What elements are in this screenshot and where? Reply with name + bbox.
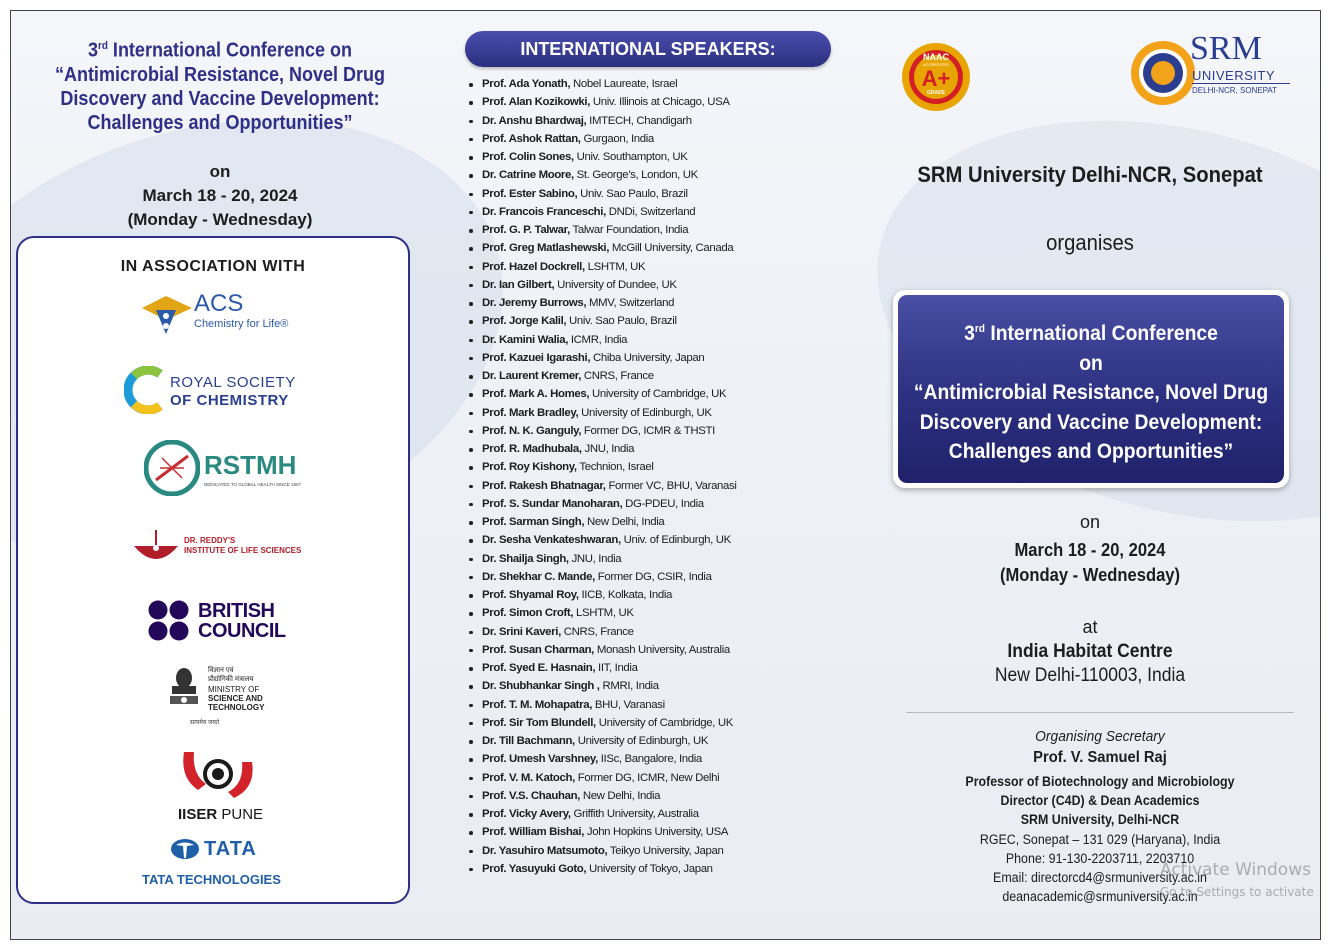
speaker-affiliation: IISc, Bangalore, India [597,753,702,766]
speaker-affiliation: University of Edinburgh, UK [578,406,712,419]
speaker-affiliation: Univ. Sao Paulo, Brazil [566,315,677,328]
speaker-name: Dr. Yasuhiro Matsumoto, [482,844,608,857]
speaker-name: Prof. Rakesh Bhatnagar, [482,479,606,492]
speaker-item [468,677,868,695]
speaker-name: Prof. Mark A. Homes, [482,388,590,401]
acs-eagle-icon [136,288,198,340]
secretary-role: Director (C4D) & Dean Academics [1000,793,1200,808]
speaker-item [468,586,868,604]
speaker-item [468,513,868,531]
organiser-name: SRM University Delhi-NCR, Sonepat [917,162,1263,187]
british-council-dots-icon [148,600,190,642]
speaker-item [468,860,868,878]
speaker-affiliation: St. George’s, London, UK [573,169,698,182]
speaker-affiliation: John Hopkins University, USA [584,826,729,839]
activate-windows-hint[interactable]: Go to Settings to activate [1160,885,1314,899]
speaker-affiliation: Teikyo University, Japan [607,844,724,857]
speaker-affiliation: McGill University, Canada [609,242,734,255]
speaker-affiliation: ICMR, India [568,333,628,346]
speaker-item [468,531,868,549]
speaker-affiliation: University of Cambridge, UK [589,388,727,401]
speaker-affiliation: New Delhi, India [580,789,661,802]
ashoka-emblem-icon [166,666,202,716]
speaker-affiliation: Monash University, Australia [594,643,730,656]
speaker-name: Dr. Catrine Moore, [482,169,574,182]
speaker-affiliation: Nobel Laureate, Israel [570,78,678,90]
speaker-affiliation: MMV, Switzerland [586,297,675,309]
speaker-name: Prof. T. M. Mohapatra, [482,698,593,711]
speaker-name: Prof. Jorge Kalil, [482,315,567,328]
speakers-list [468,75,868,878]
speaker-name: Dr. Till Bachmann, [482,735,575,747]
speaker-item [468,495,868,513]
rsc-c-icon [124,366,168,414]
organises-label: organises [1046,230,1134,255]
speaker-name: Prof. Vicky Avery, [482,808,571,820]
speaker-item [468,458,868,476]
conference-title-card: 3rd International Conference on “Antimicrobial Resistance, Novel Drug Discovery and Vaccine Development: Challenges and Opportunities” [893,290,1289,488]
speaker-item [468,367,868,385]
speaker-affiliation: Former DG, ICMR & THSTI [581,424,715,437]
speaker-affiliation: LSHTM, UK [573,607,634,620]
speaker-name: Prof. R. Madhubala, [482,443,582,455]
speaker-item [468,75,868,93]
speaker-item [468,659,868,677]
speaker-item [468,641,868,659]
acs-logo: ACS Chemistry for Life® [136,288,336,340]
speaker-item [468,276,868,294]
drreddys-emblem-icon [128,528,184,568]
secretary-email-link[interactable]: deanacademic@srmuniversity.ac.in [1002,889,1198,904]
speaker-name: Prof. Mark Bradley, [482,406,579,419]
speaker-affiliation: Former DG, ICMR, New Delhi [574,771,720,784]
speaker-item [468,239,868,257]
secretary-email-link[interactable]: Email: directorcd4@srmuniversity.ac.in [993,870,1207,885]
speaker-item [468,148,868,166]
speaker-item [468,294,868,312]
speaker-item [468,477,868,495]
secretary-name: Prof. V. Samuel Raj [1033,749,1167,766]
secretary-title: Organising Secretary [1035,728,1165,745]
speaker-name: Dr. Jeremy Burrows, [482,297,587,309]
speaker-item [468,787,868,805]
secretary-address: RGEC, Sonepat – 131 029 (Haryana), India [979,832,1221,847]
speaker-name: Dr. Francois Franceschi, [482,205,606,218]
speaker-item [468,385,868,403]
left-conference-dates: on March 18 - 20, 2024 (Monday - Wednesday) [127,162,313,229]
speaker-name: Prof. Ester Sabino, [482,187,578,200]
speaker-name: Dr. Sesha Venkateshwaran, [482,534,621,547]
speaker-item [468,349,868,367]
speaker-name: Prof. Alan Kozikowki, [482,96,591,109]
speaker-item [468,312,868,330]
speaker-affiliation: Technion, Israel [576,461,654,474]
speaker-item [468,422,868,440]
speaker-name: Prof. Yasuyuki Goto, [482,862,587,875]
secretary-phone: Phone: 91-130-2203711, 2203710 [1005,851,1195,866]
speaker-name: Dr. Shubhankar Singh , [482,680,600,693]
speaker-item [468,805,868,823]
speakers-heading: INTERNATIONAL SPEAKERS: [465,31,831,67]
venue-city: New Delhi-110003, India [994,665,1186,686]
speaker-affiliation: University of Dundee, UK [554,278,677,291]
speaker-name: Dr. Ian Gilbert, [482,278,555,291]
naac-badge: NAAC ACCREDITED A+ GRADE [898,40,974,114]
speaker-name: Prof. V.S. Chauhan, [482,789,580,802]
speaker-item [468,604,868,622]
speaker-name: Prof. S. Sundar Manoharan, [482,497,623,510]
speaker-item [468,203,868,221]
speaker-affiliation: JNU, India [568,552,622,565]
most-logo: सत्यमेव जयते विज्ञान एवं प्रौद्योगिकी मंत्रालय MINISTRY OF SCIENCE AND TECHNOLOGY [166,666,306,730]
speaker-item [468,714,868,732]
speaker-affiliation: RMRI, India [599,680,659,693]
speaker-item [468,750,868,768]
speaker-affiliation: LSHTM, UK [584,260,646,273]
speaker-name: Prof. Colin Sones, [482,151,574,163]
speaker-affiliation: JNU, India [581,443,635,455]
speaker-item [468,568,868,586]
speaker-name: Prof. Umesh Varshney, [482,753,598,766]
speaker-item [468,550,868,568]
speaker-affiliation: DG-PDEU, India [622,497,704,510]
speaker-name: Prof. N. K. Ganguly, [482,424,582,437]
at-label: at [1082,617,1098,637]
tata-logo: TATA TATA TECHNOLOGIES [142,838,281,887]
speaker-item [468,130,868,148]
speaker-affiliation: New Delhi, India [584,516,665,528]
tata-emblem-icon [170,838,200,860]
speaker-affiliation: University of Cambridge, UK [595,716,733,729]
secretary-role: Professor of Biotechnology and Microbiology [965,774,1235,789]
speaker-name: Dr. Srini Kaveri, [482,625,561,638]
speaker-name: Dr. Shailja Singh, [482,552,569,565]
speaker-item [468,221,868,239]
rstmh-logo: RSTMH DEDICATED TO GLOBAL HEALTH SINCE 1907 [142,438,292,500]
speaker-name: Prof. Simon Croft, [482,607,574,620]
conference-dates: March 18 - 20, 2024 (Monday - Wednesday) [999,540,1181,585]
speaker-affiliation: BHU, Varanasi [592,698,665,711]
divider [906,712,1294,713]
speaker-item [468,331,868,349]
speaker-affiliation: Former DG, CSIR, India [594,570,712,583]
speaker-affiliation: Chiba University, Japan [590,351,705,364]
speaker-item [468,404,868,422]
venue-name: India Habitat Centre [1007,641,1173,662]
speaker-affiliation: Univ. of Edinburgh, UK [620,534,731,547]
speaker-name: Prof. Sir Tom Blundell, [482,716,596,729]
rsc-logo: ROYAL SOCIETY OF CHEMISTRY [124,366,324,416]
speaker-name: Prof. Ada Yonath, [482,78,571,90]
speaker-name: Prof. Shyamal Roy, [482,589,579,601]
speaker-affiliation: IMTECH, Chandigarh [586,114,692,127]
speaker-item [468,440,868,458]
speaker-affiliation: University of Tokyo, Japan [586,862,713,875]
speaker-name: Prof. Hazel Dockrell, [482,260,585,273]
speaker-affiliation: Talwar Foundation, India [569,224,689,236]
rstmh-mosquito-icon [144,440,200,496]
speaker-item [468,166,868,184]
on-label: on [1079,512,1101,532]
speaker-name: Prof. Syed E. Hasnain, [482,662,596,674]
srm-logo: SRM UNIVERSITY DELHI-NCR, SONEPAT [1118,30,1298,110]
speaker-name: Dr. Laurent Kremer, [482,370,582,382]
speaker-item [468,732,868,750]
left-conference-title: 3rd International Conference on “Antimicrobial Resistance, Novel Drug Discovery and Vaccine Development: Challenges and Opportunities” [54,39,386,134]
speaker-affiliation: DNDi, Switzerland [605,205,696,218]
drreddys-logo: DR. REDDY'S INSTITUTE OF LIFE SCIENCES [128,528,308,568]
speaker-item [468,112,868,130]
speaker-item [468,696,868,714]
speaker-item [468,823,868,841]
iiser-emblem-icon [178,748,258,804]
speaker-item [468,93,868,111]
speaker-affiliation: Univ. Sao Paulo, Brazil [577,187,688,200]
speaker-affiliation: CNRS, France [560,625,634,638]
speaker-name: Dr. Kamini Walia, [482,333,569,346]
speaker-name: Prof. Susan Charman, [482,643,594,656]
speaker-item [468,258,868,276]
activate-windows-watermark: Activate Windows [1160,860,1311,880]
speaker-affiliation: University of Edinburgh, UK [574,735,709,747]
speaker-affiliation: Griffith University, Australia [570,808,699,820]
speaker-item [468,185,868,203]
speaker-name: Prof. V. M. Katoch, [482,771,575,784]
srm-divider [1192,83,1290,84]
speaker-affiliation: Univ. Southampton, UK [573,151,688,163]
speaker-affiliation: Gurgaon, India [580,132,654,145]
speaker-affiliation: Former VC, BHU, Varanasi [605,479,737,492]
speaker-item [468,623,868,641]
speaker-item [468,769,868,787]
association-panel [16,236,410,904]
speaker-name: Prof. G. P. Talwar, [482,224,570,236]
iiser-pune-logo: IISER PUNE [168,748,278,828]
speaker-name: Dr. Shekhar C. Mande, [482,570,595,583]
speaker-name: Prof. Roy Kishony, [482,461,577,474]
speaker-affiliation: CNRS, France [581,370,654,382]
association-heading: IN ASSOCIATION WITH [120,258,306,275]
speaker-name: Prof. Sarman Singh, [482,516,585,528]
speaker-name: Prof. Ashok Rattan, [482,132,581,145]
british-council-logo: BRITISH COUNCIL [148,598,308,644]
speaker-name: Prof. William Bishai, [482,826,585,839]
speaker-affiliation: IICB, Kolkata, India [578,589,672,601]
secretary-affiliation: SRM University, Delhi-NCR [1020,812,1180,827]
speaker-name: Prof. Kazuei Igarashi, [482,351,591,364]
speaker-name: Dr. Anshu Bhardwaj, [482,114,587,127]
speaker-name: Prof. Greg Matlashewski, [482,242,610,255]
speaker-affiliation: Univ. Illinois at Chicago, USA [590,96,730,109]
speaker-affiliation: IIT, India [595,662,638,674]
speaker-item [468,842,868,860]
